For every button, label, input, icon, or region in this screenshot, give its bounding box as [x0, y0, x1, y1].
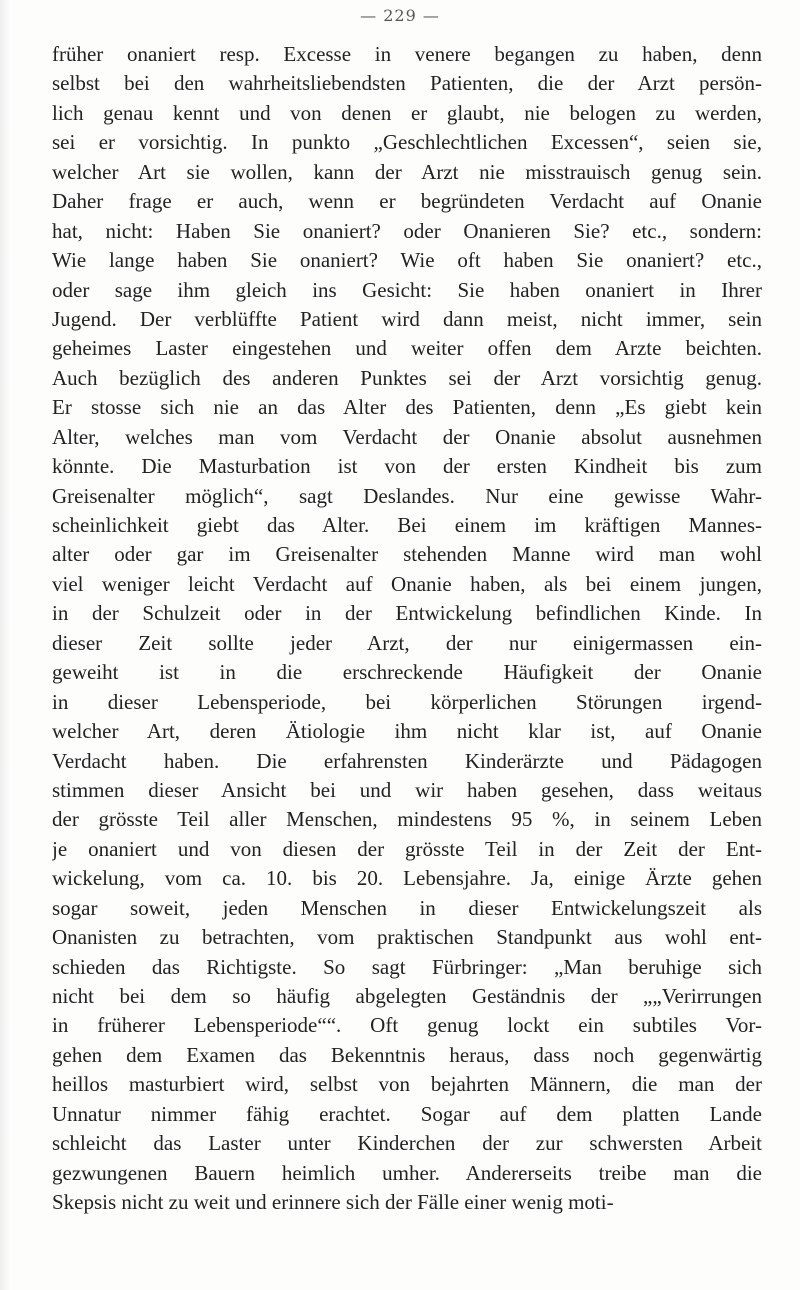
text-line: der grösste Teil aller Menschen, mindestens 95 %, in seinem Leben	[52, 807, 762, 832]
text-line: Unnatur nimmer fähig erachtet. Sogar auf dem platten Lande	[52, 1101, 762, 1126]
text-line: dieser Zeit sollte jeder Arzt, der nur einigermassen ein-	[52, 630, 762, 655]
text-line: gezwungenen Bauern heimlich umher. Andererseits treibe man die	[52, 1160, 762, 1185]
text-line: stimmen dieser Ansicht bei und wir haben gesehen, dass weitaus	[52, 777, 762, 802]
text-line: Jugend. Der verblüffte Patient wird dann meist, nicht immer, sein	[52, 306, 762, 331]
text-line: geheimes Laster eingestehen und weiter offen dem Arzte beichten.	[52, 336, 762, 361]
text-line: Skepsis nicht zu weit und erinnere sich der Fälle einer wenig moti-	[52, 1190, 614, 1215]
text-line: lich genau kennt und von denen er glaubt, nie belogen zu werden,	[52, 100, 762, 125]
text-line: wickelung, vom ca. 10. bis 20. Lebensjahre. Ja, einige Ärzte gehen	[52, 866, 762, 891]
text-line: früher onaniert resp. Excesse in venere begangen zu haben, denn	[52, 42, 762, 66]
text-line: Alter, welches man vom Verdacht der Onanie absolut ausnehmen	[52, 424, 762, 449]
text-line: welcher Art, deren Ätiologie ihm nicht klar ist, auf Onanie	[52, 719, 762, 744]
text-line: alter oder gar im Greisenalter stehenden Manne wird man wohl	[52, 542, 762, 567]
text-line: Onanisten zu betrachten, vom praktischen Standpunkt aus wohl ent-	[52, 925, 762, 950]
text-line: selbst bei den wahrheitsliebendsten Patienten, die der Arzt persön-	[52, 71, 762, 96]
text-line: hat, nicht: Haben Sie onaniert? oder Onanieren Sie? etc., sondern:	[52, 218, 762, 243]
text-line: Daher frage er auch, wenn er begründeten Verdacht auf Onanie	[52, 189, 762, 214]
text-line: sei er vorsichtig. In punkto „Geschlechtlichen Excessen“, seien sie,	[52, 130, 762, 155]
text-line: in der Schulzeit oder in der Entwickelung befindlichen Kinde. In	[52, 601, 762, 626]
text-line: gehen dem Examen das Bekenntnis heraus, dass noch gegenwärtig	[52, 1042, 762, 1067]
text-line: sogar soweit, jeden Menschen in dieser Entwickelungszeit als	[52, 895, 762, 920]
page-edge-shadow	[0, 0, 10, 1290]
text-line: geweiht ist in die erschreckende Häufigkeit der Onanie	[52, 660, 762, 685]
text-line: nicht bei dem so häufig abgelegten Geständnis der „„Verirrungen	[52, 984, 762, 1008]
text-line: Verdacht haben. Die erfahrensten Kinderärzte und Pädagogen	[52, 748, 762, 773]
text-line: scheinlichkeit giebt das Alter. Bei einem im kräftigen Mannes-	[52, 513, 762, 537]
text-line: welcher Art sie wollen, kann der Arzt nie misstrauisch genug sein.	[52, 159, 762, 184]
body-text	[52, 40, 762, 1218]
page-number: — 229 —	[360, 6, 440, 25]
text-line: heillos masturbiert wird, selbst von bejahrten Männern, die man der	[52, 1072, 762, 1097]
text-line: schieden das Richtigste. So sagt Fürbringer: „Man beruhige sich	[52, 954, 762, 979]
text-line: schleicht das Laster unter Kinderchen der zur schwersten Arbeit	[52, 1131, 762, 1156]
text-line: in früherer Lebensperiode““. Oft genug lockt ein subtiles Vor-	[52, 1013, 762, 1038]
text-line: oder sage ihm gleich ins Gesicht: Sie haben onaniert in Ihrer	[52, 277, 762, 302]
text-line: in dieser Lebensperiode, bei körperlichen Störungen irgend-	[52, 689, 762, 714]
text-line: Greisenalter möglich“, sagt Deslandes. Nur eine gewisse Wahr-	[52, 483, 762, 508]
text-line: Wie lange haben Sie onaniert? Wie oft haben Sie onaniert? etc.,	[52, 248, 762, 273]
text-line: je onaniert und von diesen der grösste Teil in der Zeit der Ent-	[52, 836, 762, 861]
text-line: viel weniger leicht Verdacht auf Onanie haben, als bei einem jungen,	[52, 571, 762, 596]
text-line: könnte. Die Masturbation ist von der ersten Kindheit bis zum	[52, 454, 762, 479]
text-line: Er stosse sich nie an das Alter des Patienten, denn „Es giebt kein	[52, 395, 762, 420]
text-line: Auch bezüglich des anderen Punktes sei der Arzt vorsichtig genug.	[52, 365, 762, 390]
